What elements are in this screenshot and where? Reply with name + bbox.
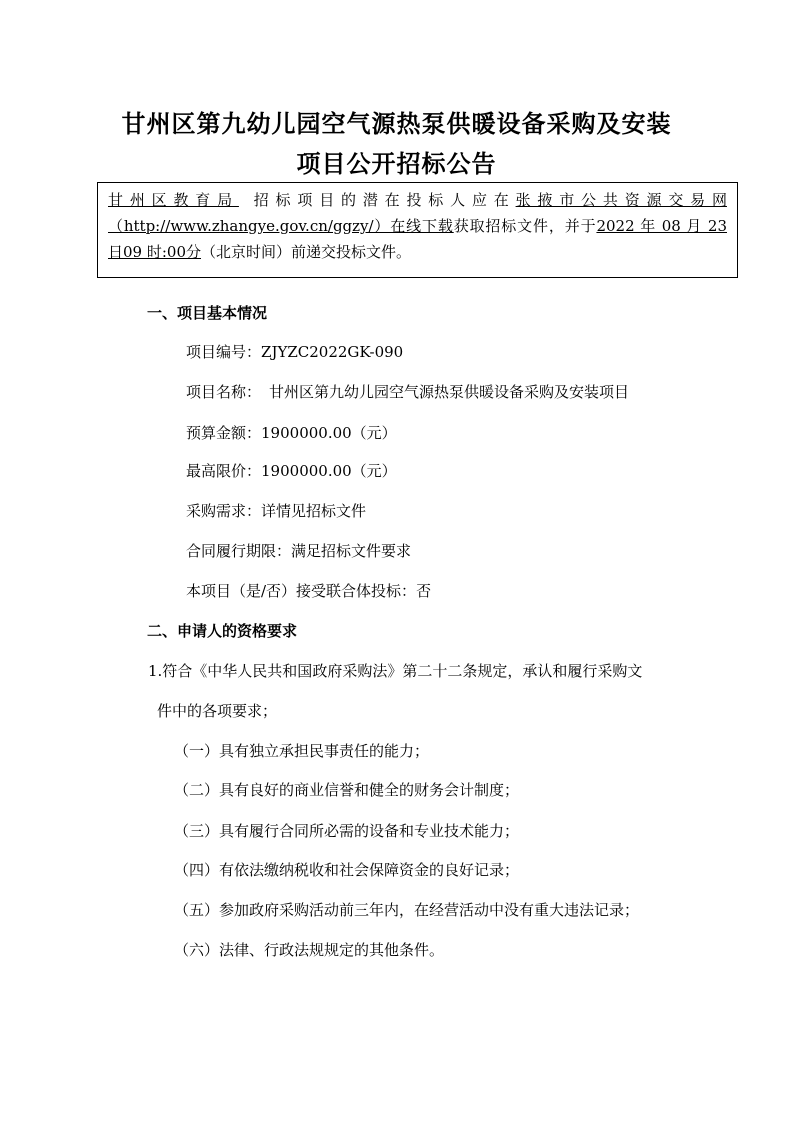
info-budget (186, 422, 397, 443)
notice-text-3: （北京时间）前递交投标文件。 (201, 243, 412, 261)
purchaser-name: 甘州区教育局 (108, 191, 239, 209)
info-consortium (186, 580, 431, 601)
info-label: 项目名称： (186, 383, 262, 401)
info-requirements (186, 500, 366, 521)
info-max-price (186, 460, 397, 481)
download-link[interactable]: （http://www.zhangye.gov.cn/ggzy/）在线下载 (108, 217, 454, 235)
info-project-name (186, 381, 629, 402)
platform-name: 张掖市公共资源交易网 (515, 191, 727, 209)
notice-line-3 (108, 239, 727, 265)
info-value: 1900000.00（元） (261, 462, 397, 480)
notice-box (97, 182, 738, 278)
info-label: 项目编号： (186, 343, 262, 361)
requirement-sub-6: （六）法律、行政法规规定的其他条件。 (174, 941, 445, 959)
info-value: 甘州区第九幼儿园空气源热泵供暖设备采购及安装项目 (269, 383, 630, 401)
document-title-line1: 甘州区第九幼儿园空气源热泵供暖设备采购及安装 (121, 110, 672, 138)
requirement-sub-2: （二）具有良好的商业信誉和健全的财务会计制度； (174, 781, 520, 799)
requirement-1-line1: 1.符合《中华人民共和国政府采购法》第二十二条规定，承认和履行采购文 (148, 662, 643, 680)
info-label: 本项目（是/否）接受联合体投标： (186, 582, 417, 600)
requirement-sub-5: （五）参加政府采购活动前三年内，在经营活动中没有重大违法记录； (174, 901, 640, 919)
document-title-line2: 项目公开招标公告 (296, 150, 497, 178)
info-value: 否 (416, 582, 432, 600)
info-label: 预算金额： (186, 424, 262, 442)
info-label: 最高限价： (186, 462, 262, 480)
notice-text-2: 获取招标文件，并于 (453, 217, 597, 235)
notice-line-1 (108, 187, 727, 213)
notice-text-1: 招标项目的潜在投标人应在 (246, 191, 516, 209)
requirement-sub-3: （三）具有履行合同所必需的设备和专业技术能力； (174, 822, 520, 840)
info-value: 1900000.00（元） (261, 424, 397, 442)
section1-heading: 一、项目基本情况 (147, 304, 268, 322)
deadline-date: 2022 年 08 月 23 (596, 217, 727, 235)
info-label: 合同履行期限： (186, 542, 292, 560)
info-label: 采购需求： (186, 502, 262, 520)
info-value: ZJYZC2022GK-090 (261, 343, 404, 361)
info-value: 满足招标文件要求 (291, 542, 412, 560)
deadline-time: 日09 时:00分 (108, 243, 201, 261)
section2-heading: 二、申请人的资格要求 (147, 622, 298, 640)
info-project-number (186, 341, 403, 362)
info-value: 详情见招标文件 (261, 502, 367, 520)
requirement-sub-4: （四）有依法缴纳税收和社会保障资金的良好记录； (174, 861, 520, 879)
requirement-1-line2: 件中的各项要求； (157, 702, 278, 720)
requirement-sub-1: （一）具有独立承担民事责任的能力； (174, 742, 430, 760)
notice-line-2 (108, 213, 727, 239)
info-contract-period (186, 540, 411, 561)
